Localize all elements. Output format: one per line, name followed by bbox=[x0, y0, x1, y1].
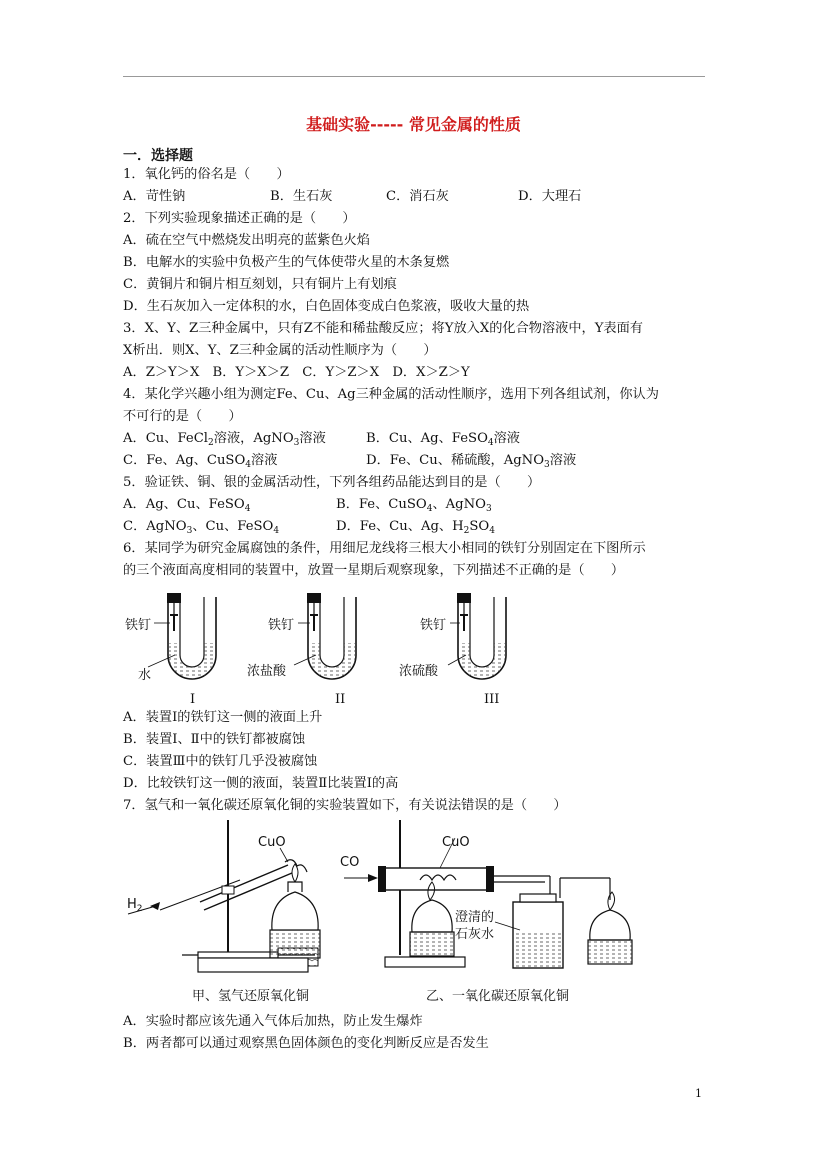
q6-liquid-h2so4: 浓硫酸 bbox=[399, 664, 439, 679]
q6-liquid-water: 水 bbox=[138, 668, 152, 683]
q5-option-a: A．Ag、Cu、FeSO$_4$ bbox=[123, 497, 251, 514]
section-title: 一．选择题 bbox=[123, 148, 193, 164]
q2-option-a: A．硫在空气中燃烧发出明亮的蓝紫色火焰 bbox=[123, 233, 370, 248]
q2-option-b: B．电解水的实验中负极产生的气体使带火星的木条复燃 bbox=[123, 255, 450, 270]
q3-stem-line1: 3．X、Y、Z三种金属中，只有Z不能和稀盐酸反应；将Y放入X的化合物溶液中，Y表面有 bbox=[123, 321, 643, 336]
q1-option-a: A．苛性钠 bbox=[123, 189, 186, 204]
q6-nail-label-3: 铁钉 bbox=[420, 618, 447, 633]
h2-apparatus bbox=[160, 820, 320, 972]
q2-option-d: D．生石灰加入一定体积的水，白色固体变成白色浆液，吸收大量的热 bbox=[123, 299, 530, 314]
q6-option-c: C．装置Ⅲ中的铁钉几乎没被腐蚀 bbox=[123, 754, 318, 769]
q1-option-c: C．消石灰 bbox=[386, 189, 449, 204]
q6-roman-3: III bbox=[484, 692, 500, 707]
nail-2-icon bbox=[310, 615, 318, 631]
q2-stem: 2．下列实验现象描述正确的是（ ） bbox=[123, 211, 356, 226]
q7-option-b: B．两者都可以通过观察黑色固体颜色的变化判断反应是否发生 bbox=[123, 1036, 489, 1051]
q4-stem-line1: 4．某化学兴趣小组为测定Fe、Cu、Ag三种金属的活动性顺序，选用下列各组试剂，你认为 bbox=[123, 387, 659, 402]
q3-stem-line2: X析出．则X、Y、Z三种金属的活动性顺序为（ ） bbox=[123, 343, 437, 358]
q6-option-b: B．装置Ⅰ、Ⅱ中的铁钉都被腐蚀 bbox=[123, 732, 306, 747]
q6-liquid-hcl: 浓盐酸 bbox=[247, 664, 287, 679]
q6-stem-line1: 6．某同学为研究金属腐蚀的条件，用细尼龙线将三根大小相同的铁钉分别固定在下图所示 bbox=[123, 541, 646, 556]
q7-figure-apparatus bbox=[120, 820, 660, 985]
q1-option-b: B．生石灰 bbox=[270, 189, 333, 204]
q7-co-label: CO bbox=[340, 855, 360, 870]
q7-stem: 7．氢气和一氧化碳还原氧化铜的实验装置如下，有关说法错误的是（ ） bbox=[123, 798, 567, 813]
q4-option-c: C．Fe、Ag、CuSO$_4$溶液 bbox=[123, 453, 278, 470]
q6-nail-label-1: 铁钉 bbox=[125, 618, 152, 633]
q7-caption-left: 甲、氢气还原氧化铜 bbox=[192, 989, 310, 1004]
nail-3-icon bbox=[460, 615, 468, 631]
q1-stem: 1．氧化钙的俗名是（ ） bbox=[123, 167, 290, 182]
q6-stem-line2: 的三个液面高度相同的装置中，放置一星期后观察现象，下列描述不正确的是（ ） bbox=[123, 563, 625, 578]
q4-option-a: A．Cu、FeCl$_2$溶液，AgNO$_3$溶液 bbox=[123, 431, 326, 448]
q7-cuo-right: CuO bbox=[442, 835, 470, 850]
utube-2 bbox=[307, 593, 356, 679]
nail-1-icon bbox=[170, 615, 178, 631]
q4-option-d: D．Fe、Cu、稀硫酸，AgNO$_3$溶液 bbox=[366, 453, 577, 470]
utube-3 bbox=[457, 593, 506, 679]
q7-cuo-left: CuO bbox=[258, 835, 286, 850]
q7-limewater-line1: 澄清的 bbox=[455, 910, 495, 925]
q6-option-a: A．装置Ⅰ的铁钉这一侧的液面上升 bbox=[123, 710, 323, 725]
q4-option-b: B．Cu、Ag、FeSO$_4$溶液 bbox=[366, 431, 520, 448]
q7-limewater-line2: 石灰水 bbox=[455, 927, 495, 942]
q5-stem: 5．验证铁、铜、银的金属活动性，下列各组药品能达到目的是（ ） bbox=[123, 475, 541, 490]
q2-option-c: C．黄铜片和铜片相互刻划，只有铜片上有划痕 bbox=[123, 277, 397, 292]
q6-figure-utubes bbox=[120, 585, 540, 710]
page-number: 1 bbox=[695, 1087, 702, 1100]
q7-h2-label: $H_2$ bbox=[127, 897, 143, 914]
q5-option-b: B．Fe、CuSO$_4$、AgNO$_3$ bbox=[336, 497, 492, 514]
q3-options: A．Z＞Y＞X B．Y＞X＞Z C．Y＞Z＞X D．X＞Z＞Y bbox=[123, 365, 470, 380]
page-title: 基础实验----- 常见金属的性质 bbox=[306, 115, 521, 134]
q6-roman-2: II bbox=[335, 692, 346, 707]
co-apparatus bbox=[378, 820, 632, 968]
q6-nail-label-2: 铁钉 bbox=[268, 618, 295, 633]
q7-caption-right: 乙、一氧化碳还原氧化铜 bbox=[426, 989, 570, 1004]
q7-option-a: A．实验时都应该先通入气体后加热，防止发生爆炸 bbox=[123, 1014, 423, 1029]
q5-option-d: D．Fe、Cu、Ag、$H_2SO_4$ bbox=[336, 519, 495, 536]
q6-roman-1: I bbox=[190, 692, 196, 707]
q6-option-d: D．比较铁钉这一侧的液面，装置Ⅱ比装置Ⅰ的高 bbox=[123, 776, 399, 791]
q4-stem-line2: 不可行的是（ ） bbox=[123, 409, 242, 424]
header-rule bbox=[123, 76, 705, 77]
q1-option-d: D．大理石 bbox=[518, 189, 582, 204]
q5-option-c: C．AgNO$_3$、Cu、FeSO$_4$ bbox=[123, 519, 280, 536]
utube-1 bbox=[167, 593, 216, 679]
